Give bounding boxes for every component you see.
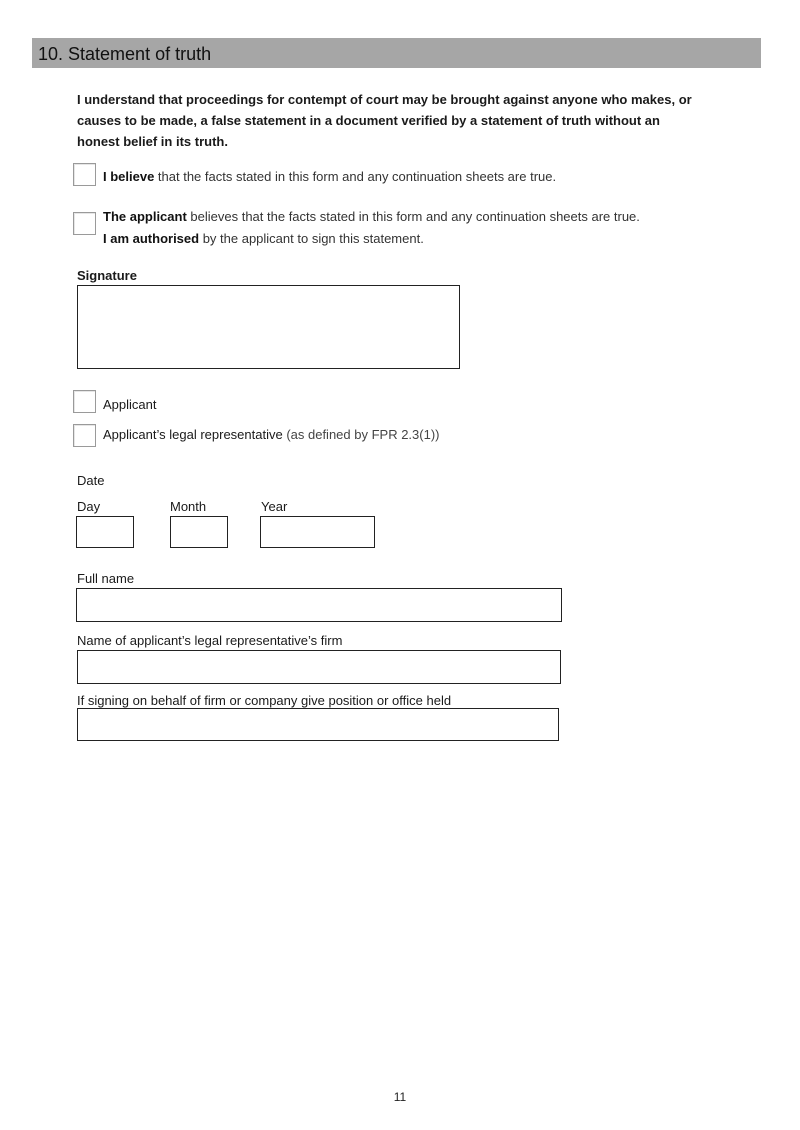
applicant-role-label: Applicant (103, 397, 157, 412)
firm-label: Name of applicant’s legal representative’s firm (77, 633, 343, 648)
date-label: Date (77, 473, 105, 488)
applicant-believes-checkbox[interactable] (73, 212, 96, 235)
position-label: If signing on behalf of firm or company give position or office held (77, 693, 452, 708)
full-name-box[interactable] (76, 588, 562, 622)
day-box[interactable] (76, 516, 134, 548)
month-label: Month (170, 499, 207, 514)
section-title: 10. Statement of truth (38, 44, 212, 64)
authorised-bold: I am authorised (103, 231, 200, 246)
applicant-believes-bold: The applicant (103, 209, 187, 224)
i-believe-statement (103, 167, 556, 187)
authorised-statement (103, 229, 424, 249)
applicant-believes-statement (103, 207, 640, 227)
day-label: Day (77, 499, 101, 514)
year-label: Year (261, 499, 288, 514)
authorised-rest: by the applicant to sign this statement. (199, 231, 424, 246)
legal-rep-role-note: (as defined by FPR 2.3(1)) (282, 427, 440, 442)
applicant-believes-rest: believes that the facts stated in this form and any continuation sheets are true. (186, 209, 640, 224)
year-input[interactable] (261, 517, 374, 547)
i-believe-rest: that the facts stated in this form and any continuation sheets are true. (154, 169, 557, 184)
i-believe-checkbox[interactable] (73, 163, 96, 186)
legal-rep-role-checkbox[interactable] (73, 424, 96, 447)
full-name-input[interactable] (77, 589, 561, 621)
year-box[interactable] (260, 516, 375, 548)
full-name-label: Full name (77, 571, 135, 586)
firm-box[interactable] (77, 650, 561, 684)
month-input[interactable] (171, 517, 227, 547)
page-number: 11 (393, 1090, 407, 1104)
signature-label: Signature (77, 268, 137, 283)
applicant-role-checkbox[interactable] (73, 390, 96, 413)
signature-input[interactable] (78, 286, 459, 368)
day-input[interactable] (77, 517, 133, 547)
month-box[interactable] (170, 516, 228, 548)
legal-rep-role-label: Applicant’s legal representative (103, 427, 283, 442)
contempt-warning: I understand that proceedings for contempt of court may be brought against anyone who makes, or causes to be made, a false statement in a document verified by a statement of truth without an honest belief in its truth. (77, 92, 692, 149)
firm-input[interactable] (78, 651, 560, 683)
legal-rep-role-text (103, 427, 440, 443)
signature-box[interactable] (77, 285, 460, 369)
i-believe-bold: I believe (103, 169, 155, 184)
position-box[interactable] (77, 708, 559, 741)
section-header (32, 38, 761, 68)
position-input[interactable] (78, 709, 558, 740)
